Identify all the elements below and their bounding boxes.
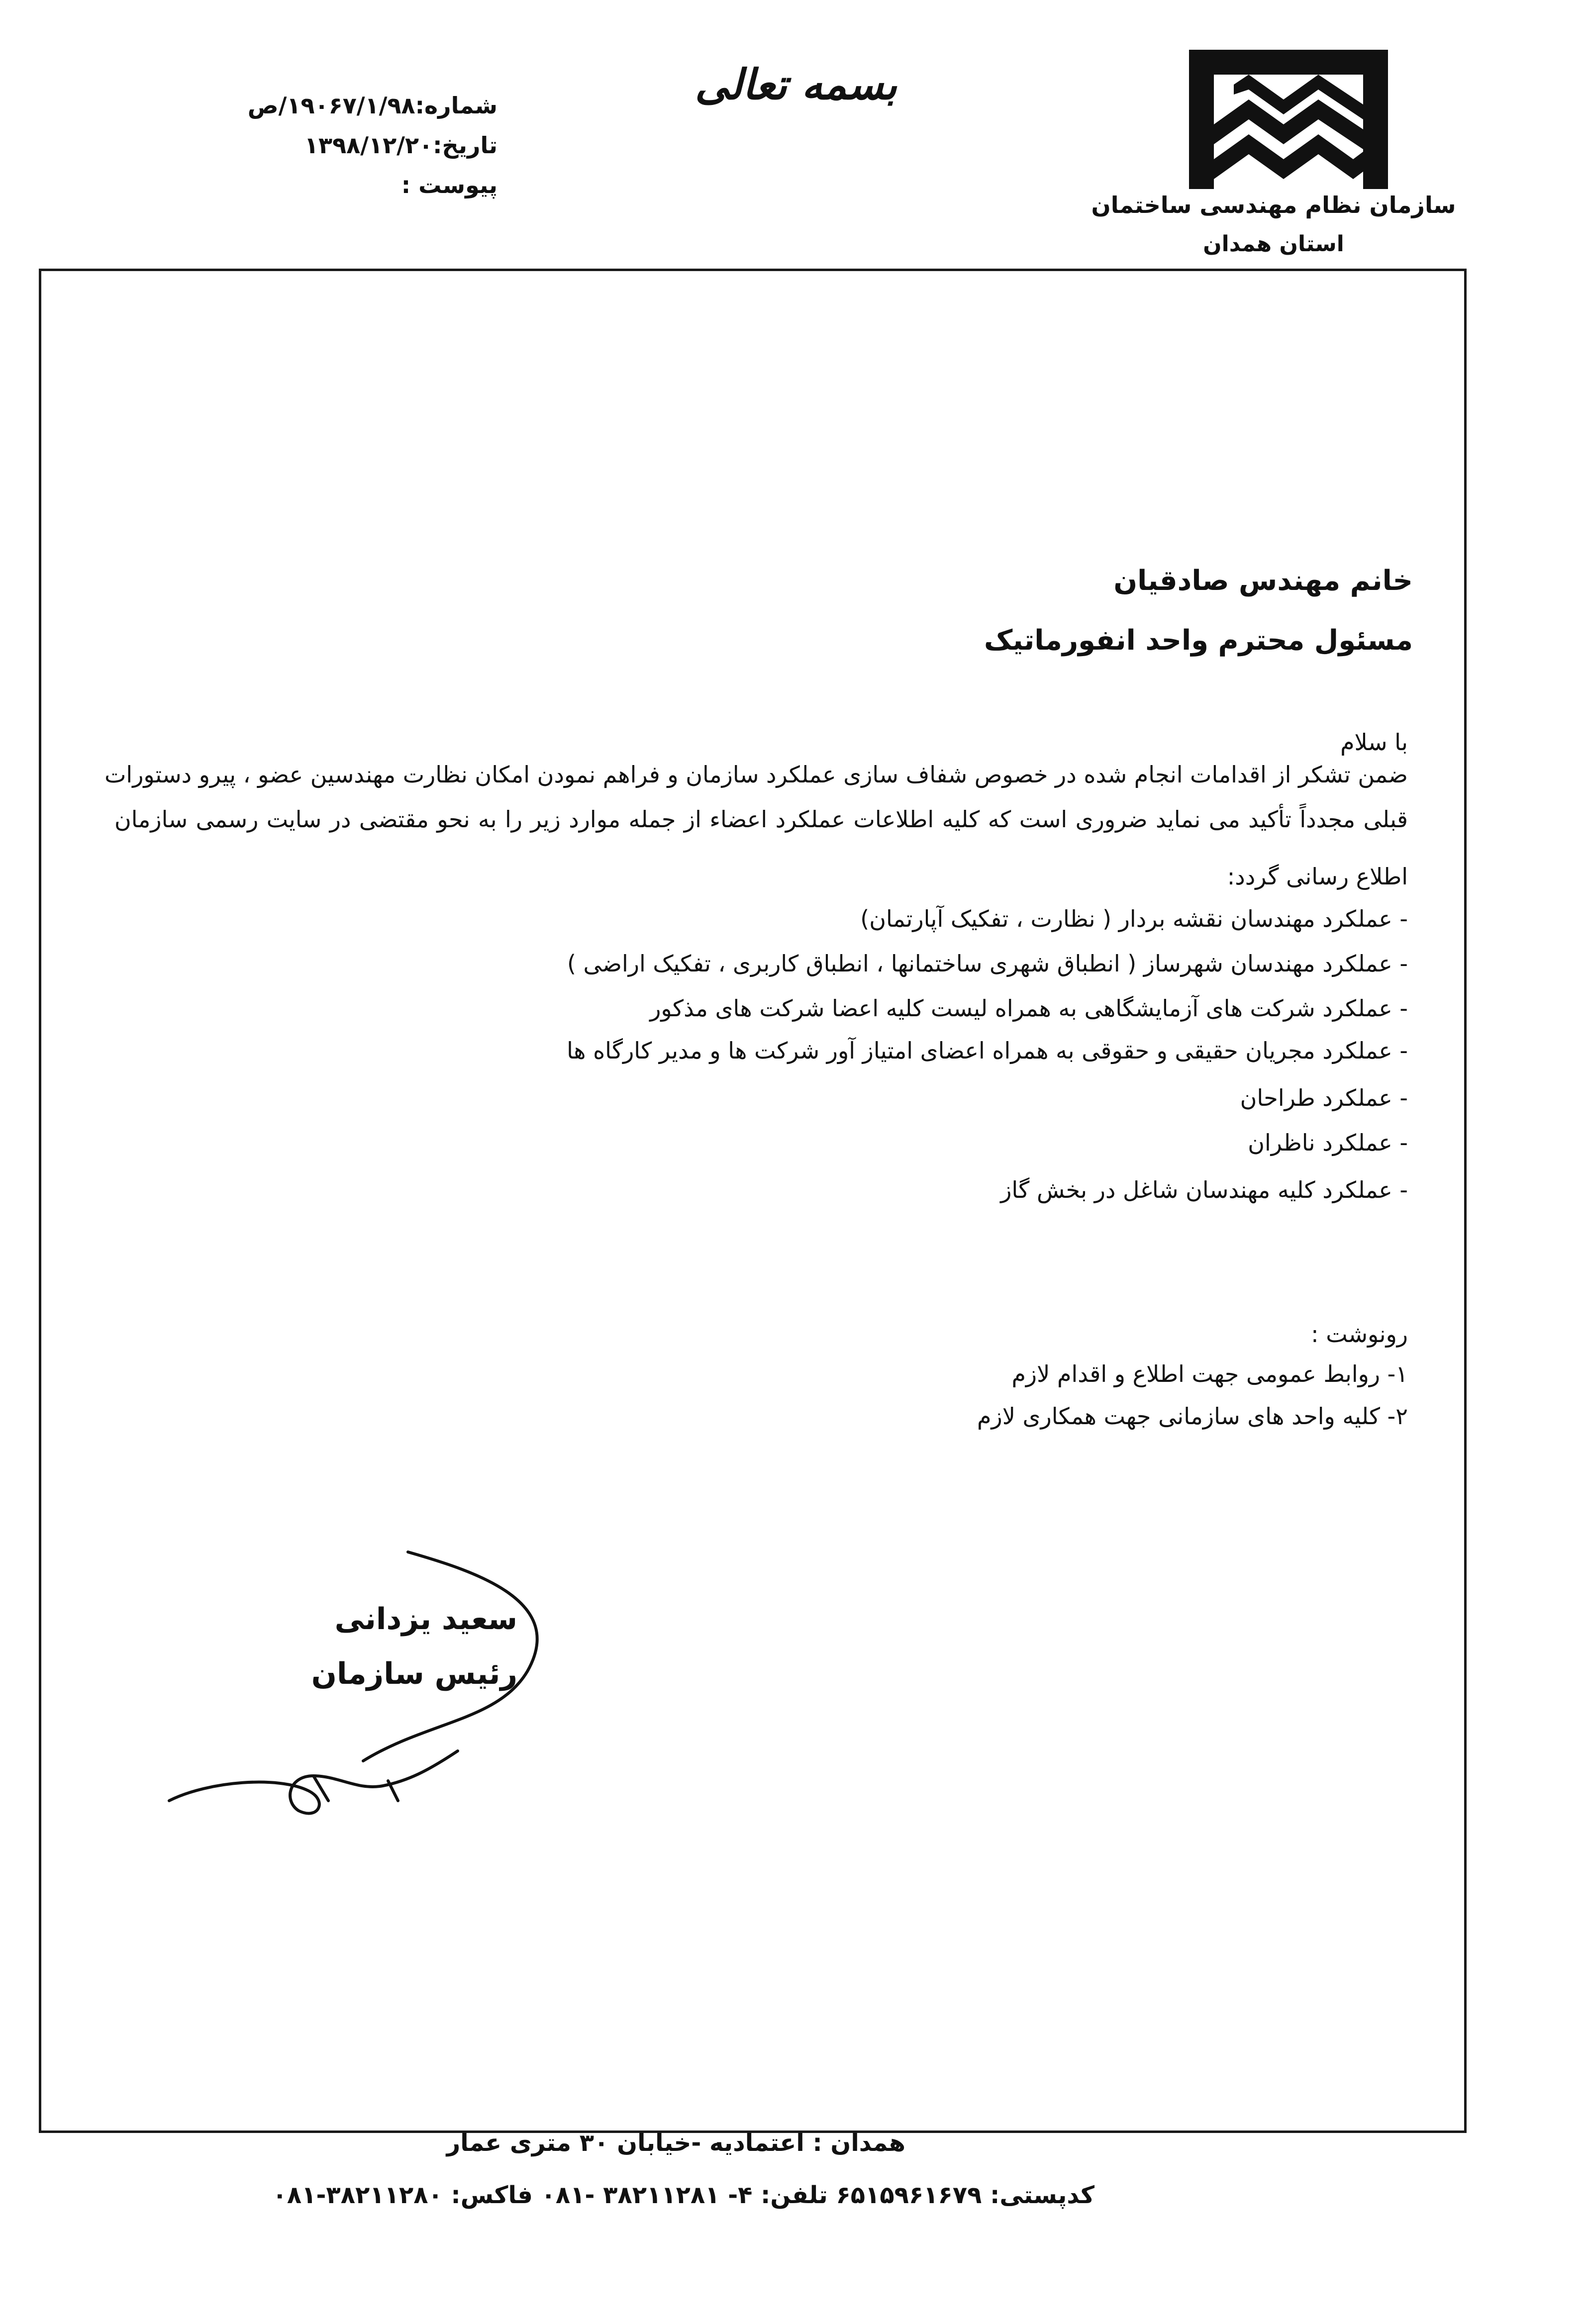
letter-attachment: پیوست : [401, 172, 497, 198]
org-name: سازمان نظام مهندسی ساختمان [1091, 192, 1456, 218]
bismillah-heading: بسمه تعالی [694, 60, 897, 109]
list-item: - عملکرد ناظران [1248, 1129, 1408, 1156]
org-province: استان همدان [1203, 231, 1344, 257]
copies-heading: رونوشت : [1311, 1321, 1408, 1348]
list-item: - عملکرد شرکت های آزمایشگاهی به همراه لیست کلیه اعضا شرکت های مذکور [650, 995, 1408, 1022]
org-logo-icon [1179, 40, 1398, 199]
copies-item: ۲- کلیه واحد های سازمانی جهت همکاری لازم [977, 1403, 1408, 1430]
footer-contact: کدپستی: ۶۵۱۵۹۶۱۶۷۹ تلفن: ۴- ۳۸۲۱۱۲۸۱ -۰۸۱ فاکس: ۳۸۲۱۱۲۸۰-۰۸۱ [272, 2181, 1094, 2209]
recipient-title: مسئول محترم واحد انفورماتیک [984, 624, 1413, 657]
signer-name: سعید یزدانی [334, 1602, 517, 1637]
body-paragraph-line: ضمن تشکر از اقدامات انجام شده در خصوص شفاف سازی عملکرد سازمان و فراهم نمودن امکان نظارت مهندسین عضو ، پیرو دستورات [104, 761, 1408, 788]
body-paragraph-line: اطلاع رسانی گردد: [1227, 863, 1408, 890]
list-item: - عملکرد مجریان حقیقی و حقوقی به همراه اعضای امتیاز آور شرکت ها و مدیر کارگاه ها [567, 1037, 1408, 1064]
list-item: - عملکرد طراحان [1240, 1084, 1408, 1111]
list-item: - عملکرد کلیه مهندسان شاغل در بخش گاز [1000, 1176, 1408, 1203]
footer-address: همدان : اعتمادیه -خیابان ۳۰ متری عمار [446, 2129, 905, 2157]
copies-item: ۱- روابط عمومی جهت اطلاع و اقدام لازم [1011, 1360, 1408, 1387]
handwritten-signature-icon [149, 1542, 577, 1840]
signer-title: رئیس سازمان [311, 1656, 517, 1691]
letter-number: شماره:۱۹۰۶۷/۱/۹۸/ص [247, 92, 497, 119]
body-paragraph-line: قبلی مجدداً تأکید می نماید ضروری است که کلیه اطلاعات عملکرد اعضاء از جمله موارد زیر را به نحو مقتضی در سایت رسمی سازمان [114, 806, 1408, 833]
list-item: - عملکرد مهندسان شهرساز ( انطباق شهری ساختمانها ، انطباق کاربری ، تفکیک اراضی ) [567, 950, 1408, 977]
letter-date: تاریخ:۱۳۹۸/۱۲/۲۰ [304, 132, 497, 159]
list-item: - عملکرد مهندسان نقشه بردار ( نظارت ، تفکیک آپارتمان) [860, 905, 1408, 932]
recipient-name: خانم مهندس صادقیان [1113, 565, 1413, 597]
greeting: با سلام [1340, 729, 1408, 756]
